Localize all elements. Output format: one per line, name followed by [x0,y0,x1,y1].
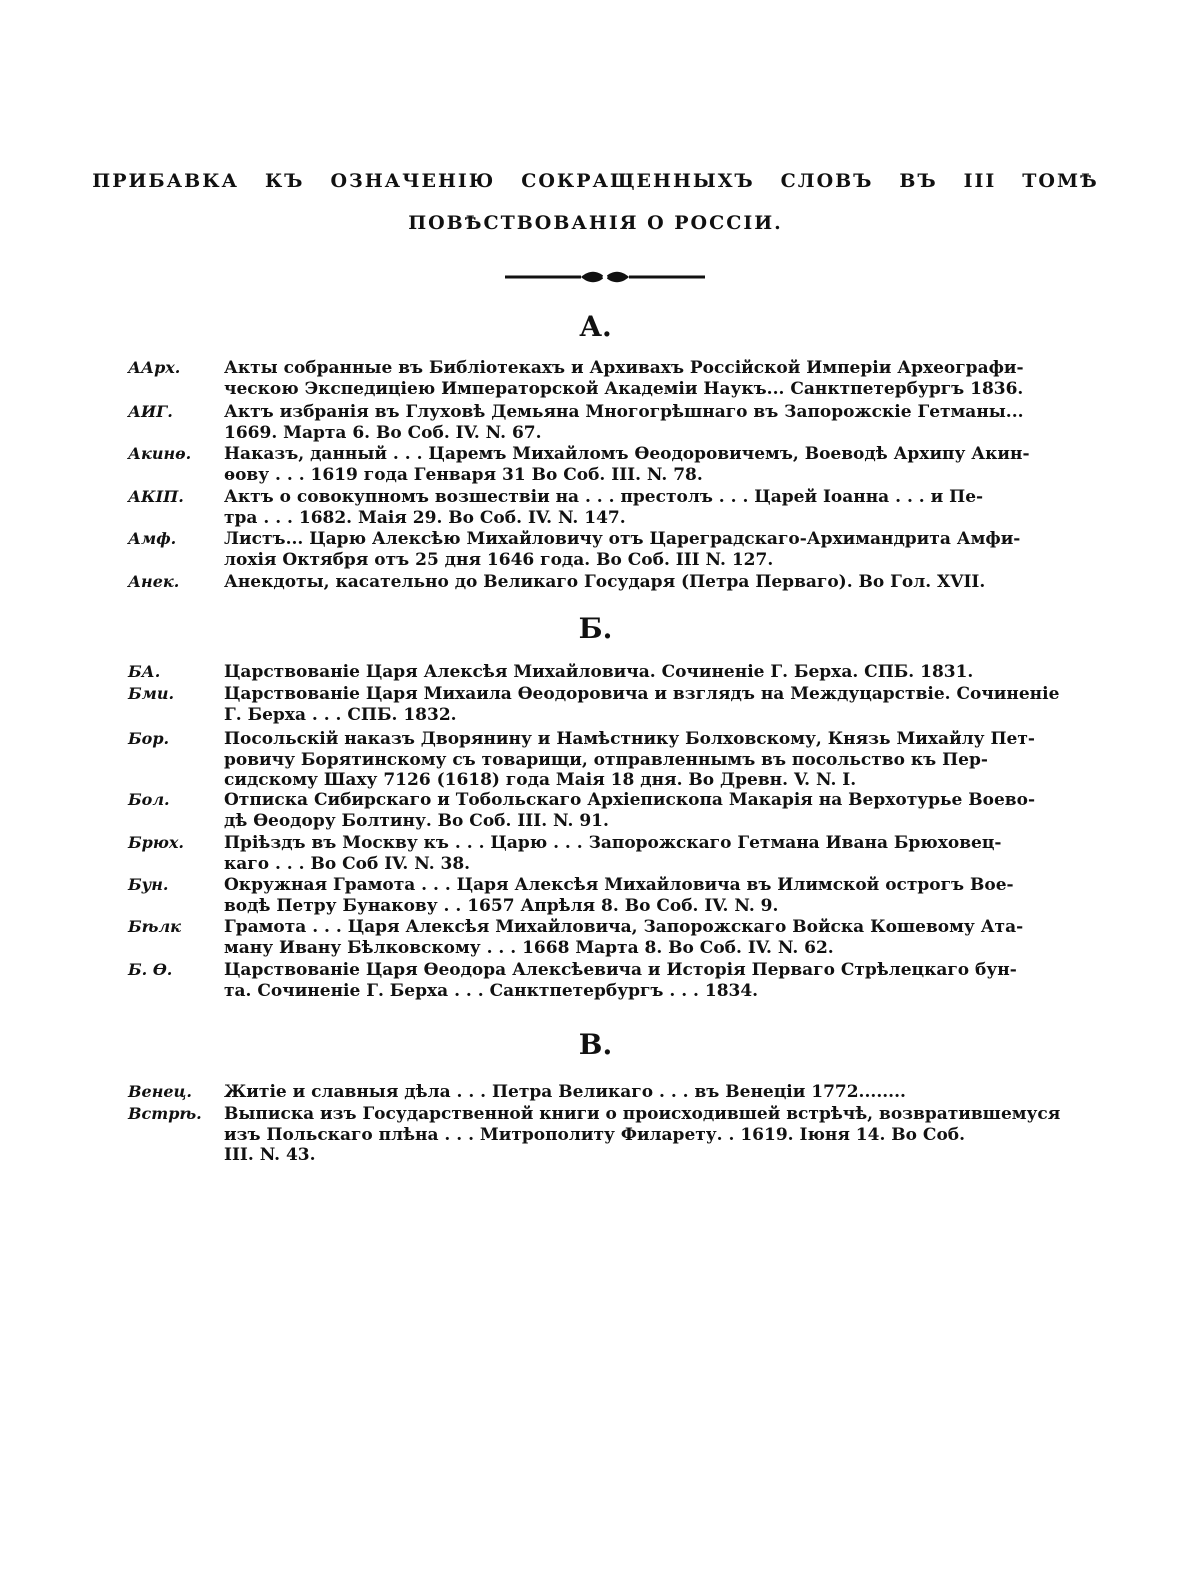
entry-abbreviation: Анек. [128,572,180,591]
entry-text [224,1104,1088,1166]
entry-line: сидскому Шаху 7126 (1618) года Маія 18 дня. Во Древн. V. N. I. [224,770,857,790]
entry-abbreviation: Венец. [128,1082,192,1101]
entry-line: Грамота . . . Царя Алексѣя Михайловича, Запорожскаго Войска Кошевому Ата- [224,917,1024,937]
entry-text [224,662,1088,683]
entry-line: Отписка Сибирскаго и Тобольскаго Архіепископа Макарія на Верхотурье Воево- [224,790,1035,810]
title-word: III [963,170,997,192]
entry-text [224,917,1088,958]
entry-line: Окружная Грамота . . . Царя Алексѣя Михайловича въ Илимской острогъ Вое- [224,875,1014,895]
title-word: ПРИБАВКА [92,170,239,192]
title-word: ОЗНАЧЕНІЮ [330,170,496,192]
entry-abbreviation: Б. Ѳ. [128,960,173,979]
entry-abbreviation: Бор. [128,729,170,748]
entry-line: Г. Берха . . . СПБ. 1832. [224,704,457,725]
entry-line: Листъ... Царю Алексѣю Михайловичу отъ Цареградскаго-Архимандрита Амфи- [224,529,1021,549]
entry-abbreviation: Брюх. [128,833,184,852]
entry-line: ѳову . . . 1619 года Генваря 31 Во Соб. III. N. 78. [224,464,703,485]
entry-line: водѣ Петру Бунакову . . 1657 Апрѣля 8. Во Соб. IV. N. 9. [224,895,779,916]
entry-line: Наказъ, данный . . . Царемъ Михайломъ Ѳеодоровичемъ, Воеводѣ Архипу Акин- [224,444,1030,464]
entry-abbreviation: БА. [128,662,161,681]
section-letter: А. [579,310,612,343]
entry-abbreviation: ААрх. [128,358,181,377]
entry-line: Царствованіе Царя Ѳеодора Алексѣевича и Исторія Перваго Стрѣлецкаго бун- [224,960,1017,980]
entry-line: Актъ о совокупномъ возшествіи на . . . престолъ . . . Царей Іоанна . . . и Пе- [224,487,984,507]
section-letter: В. [578,1028,613,1061]
entry-line: Царствованіе Царя Алексѣя Михайловича. Сочиненіе Г. Берха. СПБ. 1831. [224,662,974,682]
entry-text [224,684,1088,725]
entry-text [224,875,1088,916]
entry-text [224,1082,1088,1103]
entry-line: 1669. Марта 6. Во Соб. IV. N. 67. [224,422,542,443]
entry-abbreviation: Бун. [128,875,169,894]
entry-abbreviation: Бѣлк [128,917,182,936]
title-word: КЪ [264,170,305,192]
entry-text [224,960,1088,1001]
title-word: ТОМѢ [1022,170,1099,192]
entry-text [224,790,1088,831]
entry-line: Акты собранные въ Библіотекахъ и Архивахъ Россійской Имперіи Археографи- [224,358,1024,378]
entry-text [224,444,1088,485]
entry-abbreviation: АКІП. [128,487,184,506]
entry-line: Пріѣздъ въ Москву къ . . . Царю . . . Запорожскаго Гетмана Ивана Брюховец- [224,833,1002,853]
entry-line: ческою Экспедиціею Императорской Академіи Наукъ... Санктпетербургъ 1836. [224,378,1024,399]
entry-abbreviation: Амф. [128,529,177,548]
entry-abbreviation: АИГ. [128,402,173,421]
entry-line: ровичу Борятинскому съ товарищи, отправленнымъ въ посольство къ Пер- [224,749,988,770]
title-word: СЛОВЪ [780,170,874,192]
entry-text [224,402,1088,443]
page-subtitle: ПОВѢСТВОВАНІЯ О РОССІИ. [408,212,783,234]
entry-line: Выписка изъ Государственной книги о происходившей встрѣчѣ, возвратившемуся [224,1104,1061,1124]
entry-abbreviation: Акинѳ. [128,444,192,463]
entry-text [224,833,1088,874]
entry-line: тра . . . 1682. Маія 29. Во Соб. IV. N. 147. [224,507,626,528]
entry-line: та. Сочиненіе Г. Берха . . . Санктпетербургъ . . . 1834. [224,980,759,1001]
page-title [0,170,1191,192]
entry-text [224,487,1088,528]
entry-abbreviation: Встрѣ. [128,1104,202,1123]
entry-abbreviation: Бол. [128,790,170,809]
entry-text [224,729,1088,791]
section-letter: Б. [578,612,613,645]
ornament-divider [505,266,705,288]
entry-line: изъ Польскаго плѣна . . . Митрополиту Филарету. . 1619. Іюня 14. Во Соб. [224,1124,966,1145]
entry-line: III. N. 43. [224,1145,316,1165]
entry-line: лохія Октября отъ 25 дня 1646 года. Во Соб. III N. 127. [224,549,774,570]
entry-line: дѣ Ѳеодору Болтину. Во Соб. III. N. 91. [224,810,609,831]
entry-text [224,358,1088,399]
entry-line: Посольскій наказъ Дворянину и Намѣстнику Болховскому, Князь Михайлу Пет- [224,729,1035,749]
entry-abbreviation: Бми. [128,684,175,703]
entry-line: Житіе и славныя дѣла . . . Петра Великаго . . . въ Венеціи 1772........ [224,1082,906,1102]
title-word: СОКРАЩЕННЫХЪ [521,170,755,192]
entry-line: ману Ивану Бѣлковскому . . . 1668 Марта 8. Во Соб. IV. N. 62. [224,937,834,958]
entry-line: Актъ избранія въ Глуховѣ Демьяна Многогрѣшнаго въ Запорожскіе Гетманы... [224,402,1024,422]
title-word: ВЪ [899,170,938,192]
entry-line: Царствованіе Царя Михаила Ѳеодоровича и взглядъ на Междуцарствіе. Сочиненіе [224,684,1060,704]
entry-line: каго . . . Во Соб IV. N. 38. [224,853,471,874]
entry-line: Анекдоты, касательно до Великаго Государя (Петра Перваго). Во Гол. XVII. [224,572,986,592]
entry-text [224,572,1088,593]
entry-text [224,529,1088,570]
